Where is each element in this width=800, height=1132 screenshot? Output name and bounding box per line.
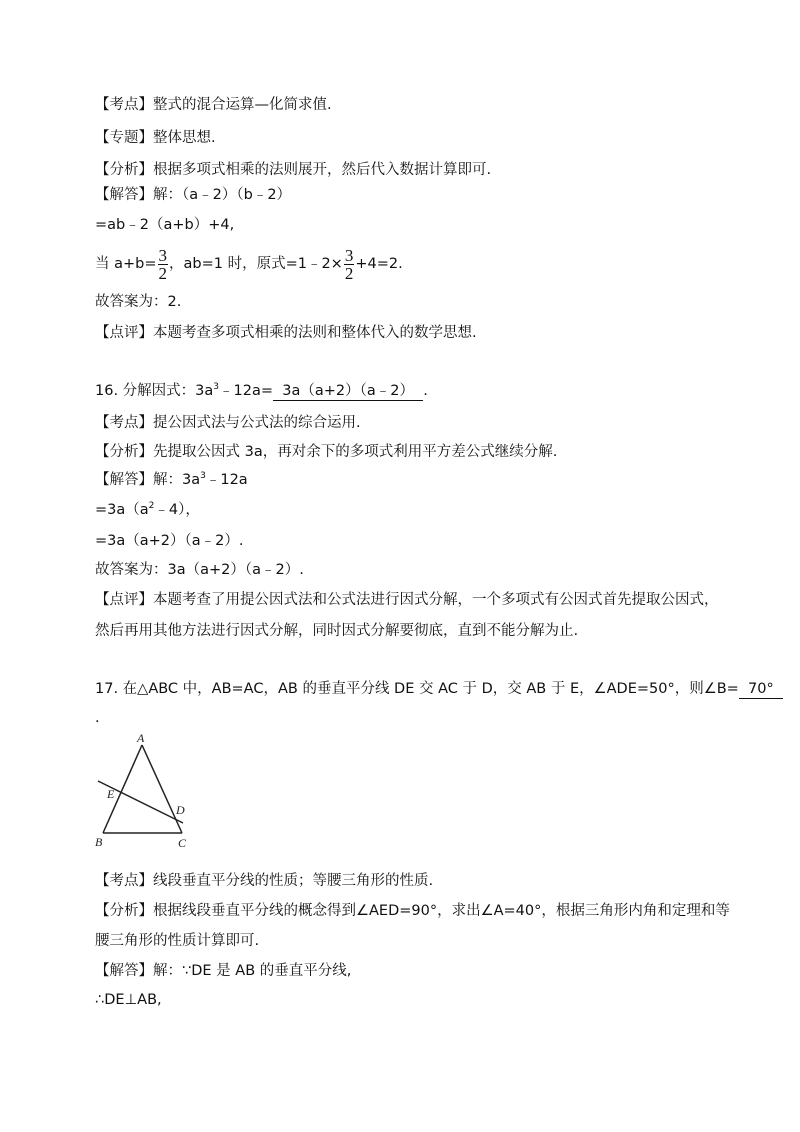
q15-fenxi: 【分析】根据多项式相乘的法则展开，然后代入数据计算即可.	[95, 162, 492, 178]
fraction-numerator: 3	[158, 245, 167, 265]
q16-step2: =3a（a+2）（a﹣2）.	[95, 533, 244, 549]
q17-title-end: .	[95, 710, 100, 726]
q15-jieda: 【解答】解：（a﹣2）（b﹣2）	[95, 187, 292, 203]
q17-step1: ∴DE⊥AB,	[95, 992, 162, 1008]
q16-fenxi: 【分析】先提取公因式 3a，再对余下的多项式利用平方差公式继续分解.	[95, 444, 558, 460]
label-e: E	[107, 787, 115, 801]
label-c: C	[178, 836, 187, 850]
q15-step2-b: ，ab=1 时，原式=1﹣2×	[169, 256, 343, 272]
q16-jieda-a: 【解答】解：3a	[95, 472, 201, 488]
q16-dianping-line1: 【点评】本题考查了用提公因式法和公式法进行因式分解，一个多项式有公因式首先提取公因式，	[95, 592, 719, 608]
fraction-three-halves	[344, 247, 355, 282]
q16-title-a: 16. 分解因式：3a	[95, 383, 214, 399]
q16-step1-exponent: 2	[148, 501, 155, 511]
q16-jieda	[95, 470, 248, 490]
fraction-denominator: 2	[158, 263, 167, 283]
q15-answer: 故答案为：2.	[95, 294, 182, 310]
q17-answer-blank: 70°	[738, 681, 783, 697]
triangle-abc-figure	[90, 730, 200, 855]
fraction-numerator: 3	[344, 245, 354, 265]
q16-jieda-exponent: 3	[200, 471, 206, 481]
q17-jieda: 【解答】解：∵DE 是 AB 的垂直平分线,	[95, 963, 352, 979]
fraction-three-halves	[158, 247, 169, 282]
q16-title-b: ﹣12a=	[219, 383, 274, 399]
q16-title-exponent: 3	[213, 382, 220, 392]
q16-step1-a: =3a（a	[95, 502, 149, 518]
q15-kaodian: 【考点】整式的混合运算—化简求值.	[95, 97, 332, 113]
q16-dianping-line2: 然后再用其他方法进行因式分解，同时因式分解要彻底，直到不能分解为止.	[95, 623, 579, 639]
q15-step2	[95, 244, 403, 284]
label-a: A	[137, 731, 145, 745]
q17-title-text: 17. 在△ABC 中，AB=AC，AB 的垂直平分线 DE 交 AC 于 D，交 AB 于 E，∠ADE=50°，则∠B=	[95, 681, 739, 697]
q17-title	[95, 679, 783, 699]
q15-step2-c: +4=2.	[355, 256, 403, 272]
q16-answer: 故答案为：3a（a+2）（a﹣2）.	[95, 562, 304, 578]
q15-zhuanti: 【专题】整体思想.	[95, 130, 216, 146]
q16-step1-b: ﹣4），	[154, 502, 200, 518]
fraction-denominator: 2	[344, 263, 354, 283]
q15-step1: =ab﹣2（a+b）+4,	[95, 217, 235, 233]
label-b: B	[95, 835, 103, 849]
q16-title	[95, 381, 428, 401]
q15-dianping: 【点评】本题考查多项式相乘的法则和整体代入的数学思想.	[95, 325, 477, 341]
label-d: D	[176, 803, 185, 817]
q16-title-end: .	[423, 383, 428, 399]
q17-kaodian: 【考点】线段垂直平分线的性质；等腰三角形的性质.	[95, 873, 434, 889]
q15-step2-a: 当 a+b=	[95, 256, 157, 272]
q16-jieda-b: ﹣12a	[205, 472, 248, 488]
q17-fenxi-line2: 腰三角形的性质计算即可.	[95, 933, 260, 949]
q16-step1	[95, 500, 200, 520]
q16-answer-blank: 3a（a+2）（a﹣2）	[273, 383, 424, 399]
q16-kaodian: 【考点】提公因式法与公式法的综合运用.	[95, 415, 361, 431]
q17-fenxi-line1: 【分析】根据线段垂直平分线的概念得到∠AED=90°，求出∠A=40°，根据三角形内角和定理和等	[95, 903, 730, 919]
